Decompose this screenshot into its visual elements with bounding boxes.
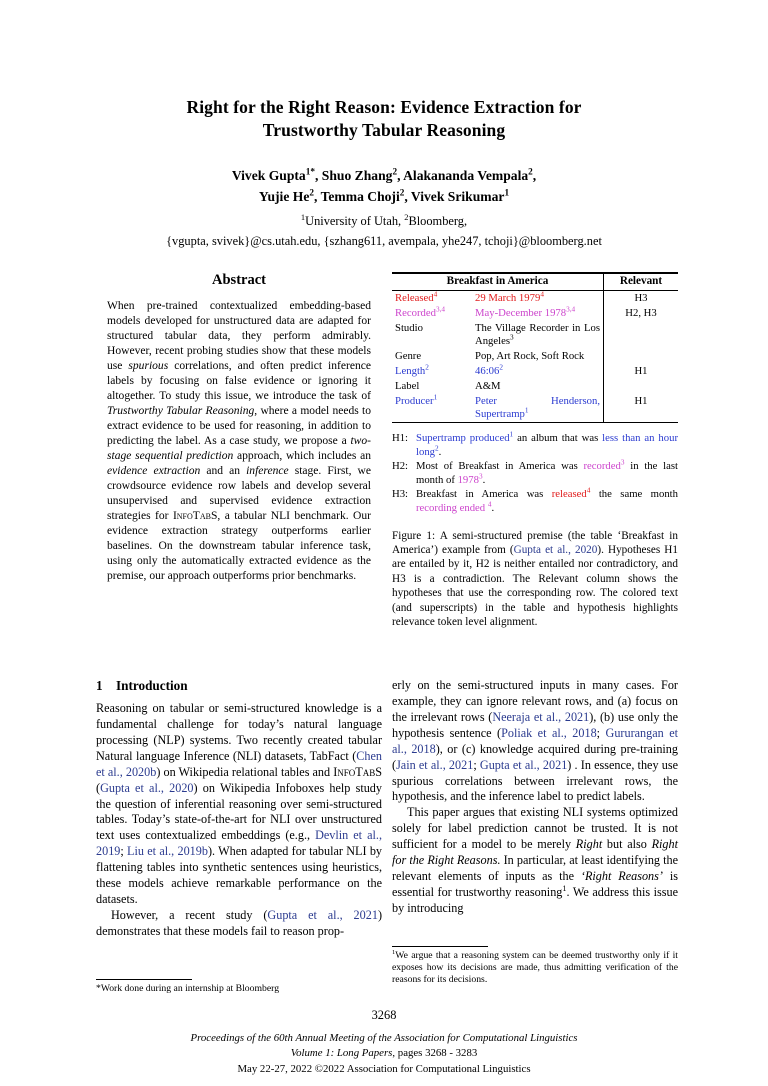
intro-p3-b: but also [602,837,652,852]
h1-seg-3: less than an hour long [416,432,678,458]
author-zhang-sup: 2 [392,166,398,176]
table-row [392,290,678,306]
hypothesis-h2 [392,460,678,487]
row-value-sup: 3,4 [566,305,576,314]
intro-p1-d: ) on Wikipedia Infoboxes help study the question of inferential reasoning over semi-structured tables. Today’s state-of-the-art for NLI over unstructured text uses contextualized embeddings (e.g., [96,780,382,843]
hypothesis-h3 [392,488,678,515]
intro-p3 [392,805,678,916]
author-line-2 [96,186,672,207]
author-gupta: Vivek Gupta [231,167,306,183]
title-block [96,96,672,251]
abstract-seg-1: When pre-trained contextualized embedding-based models developed for unstructured data are adapted for structured tabular data, they perform admirably. However, recent probing studies show that these models use [107,300,371,372]
intro-p1-e: ; [120,844,128,859]
premise-table [392,272,678,423]
footnote-left [96,979,382,995]
affiliation-sup-2: 2 [404,211,409,222]
intro-p2-left [96,908,382,940]
abstract-smallcaps-infotabs: InfoTabS [172,510,218,522]
author-emails: {vgupta, svivek}@cs.utah.edu, {szhang611, avempala, yhe247, tchoji}@bloomberg.net [166,234,602,249]
row-value-text: May-December 1978 [475,306,567,319]
affiliation-utah: University of Utah, [305,213,405,228]
row-value-text: Pop, Art Rock, Soft Rock [475,349,585,362]
caption-seg-1: Figure 1: A semi-structured premise (the table ‘Breakfast in America’) example from ( [392,529,678,556]
row-key-text: Recorded [395,306,436,319]
author-sep-5: , Vivek Srikumar [404,188,505,204]
row-value-sup: 1 [524,406,529,415]
hypothesis-h1 [392,432,678,459]
abstract-seg-4: approach, which includes an [233,450,371,462]
hypothesis-h2-text [416,460,678,487]
intro-p2-c: ), (b) use only the hypothesis sentence ( [392,709,678,740]
intro-italic-rfrr: Right for the Right Reasons. [392,837,678,868]
author-he: Yujie He [258,188,310,204]
abstract-italic-evidence: evidence extraction [107,465,201,477]
row-key-text: Released [395,291,434,304]
footnote-star [96,983,382,995]
h3-seg-1: Breakfast in America was [416,488,552,501]
figure-1 [392,272,678,630]
hypotheses-list [392,432,678,515]
row-value-studio [472,321,604,349]
row-value-label [472,379,604,394]
row-key-text: Length [395,364,426,377]
h1-seg-4: . [438,445,442,458]
intro-cite-liu: Liu et al., 2019b [127,844,208,859]
abstract-seg-2: correlations, and often predict inference labels by focusing on false evidence or ignoring it altogether. To study this issue, we introduce the task of [107,360,372,402]
row-value-text: 46:06 [475,364,500,377]
intro-cite-poliak: Poliak et al., 2018 [501,725,597,740]
row-key-sup: 3,4 [435,305,446,314]
proceedings-line-2 [0,1046,768,1061]
row-key-released [392,290,472,306]
author-sep-3: , [532,167,537,183]
row-key-text: Studio [395,321,423,334]
row-key-text: Label [395,379,420,392]
footnote-star-text: Work done during an internship at Bloomberg [100,983,280,994]
introduction-paragraph-1 [96,701,382,940]
footnote-one-text: We argue that a reasoning system can be deemed trustworthy only if it exposes how its decisions are made, thus admitting verification of the reasons for its decisions. [392,950,678,986]
intro-p1-f: ). When adapted for tabular NLI by flattening tables into synthetic sentences using heuristics, these models achieve remarkable performance on the datasets. [96,844,383,907]
intro-p2-f: ; [473,757,480,772]
row-key-text: Genre [395,349,422,362]
hypothesis-h3-label: H3: [392,488,409,501]
row-value-text: The Village Recorder in Los Angeles [475,321,600,347]
row-value-sup: 4 [540,290,544,299]
author-srikumar-sup: 1 [504,187,510,198]
row-value-genre [472,349,604,364]
introduction-section-left [96,678,382,940]
intro-cite-neeraja: Neeraja et al., 2021 [492,709,590,724]
row-value-producer [472,394,604,423]
row-relevant-studio [604,321,679,349]
intro-cite-gupta2020: Gupta et al., 2020 [100,780,194,795]
h2-seg-1: Most of Breakfast in America was [416,460,584,473]
proceedings-pages: , pages 3268 - 3283 [392,1047,478,1060]
table-row [392,379,678,394]
page-title [96,96,672,143]
author-sep-1: , Shuo Zhang [314,167,393,183]
intro-cite-devlin: Devlin et al., 2019 [96,828,382,859]
intro-p3-d: is essential for trustworthy reasoning [392,869,678,899]
section-heading-introduction [96,678,382,694]
intro-footnote-marker: 1 [562,883,567,893]
intro-cite-jain: Jain et al., 2021 [396,757,474,772]
abstract-seg-7: , a tabular NLI benchmark. Our evidence extraction strategy outperforms earlier baselines. On the downstream tabular inference task, using only the automatically extracted evidence as the premise, our approach outperforms prior benchmarks. [107,510,371,582]
h3-sup-5: 4 [487,500,492,509]
h2-sup-3: 3 [620,458,625,467]
row-key-length [392,364,472,379]
intro-p1-c: ( [96,780,101,795]
intro-cite-gupta2021: Gupta et al., 2021 [267,907,378,922]
section-title: Introduction [116,678,188,693]
abstract-seg-6: stage. First, we crowdsource evidence row labels and develop several unsupervised and supervised evidence extraction strategies for [107,465,371,522]
intro-italic-right: Right [575,837,603,852]
abstract-italic-spurious: spurious [128,360,169,372]
h2-seg-3: recorded [583,460,621,473]
footnote-right [392,946,678,987]
h2-seg-6: . [482,473,486,486]
row-relevant-recorded: H2, H3 [604,306,679,321]
row-key-sup: 4 [433,290,438,299]
hypothesis-h2-label: H2: [392,460,409,473]
author-choji-sup: 2 [399,187,405,198]
proceedings-line-1: Proceedings of the 60th Annual Meeting of the Association for Computational Linguistics [190,1032,578,1044]
introduction-section-right [392,678,678,917]
intro-cite-gururangan: Gururangan et al., 2018 [392,725,678,756]
row-value-text: 29 March 1979 [475,291,541,304]
h1-sup-1: 1 [509,430,514,439]
author-he-sup: 2 [309,187,315,198]
intro-p2-e: ), or (c) knowledge acquired during pre-training ( [392,741,678,772]
intro-p1-b: ) on Wikipedia relational tables and [156,764,334,779]
proceedings-line-3: May 22-27, 2022 ©2022 Association for Computational Linguistics [237,1062,531,1075]
row-key-studio [392,321,472,349]
title-line-2: Trustworthy Tabular Reasoning [262,120,506,141]
abstract-italic-inference: inference [246,465,289,477]
proceedings-volume: Volume 1: Long Papers [290,1047,393,1060]
row-key-sup: 2 [425,363,429,372]
row-value-text: Peter Henderson, Supertramp [475,394,600,421]
h1-sup-3: 2 [435,444,439,453]
table-row [392,364,678,379]
table-row [392,306,678,321]
footnote-star-marker: * [96,983,101,994]
abstract-body [96,299,382,584]
author-gupta-sup: 1* [305,166,315,176]
intro-italic-rightreasons: ‘Right Reasons’ [580,869,663,884]
h3-sup-3: 4 [586,486,591,495]
h2-sup-5: 3 [478,472,483,481]
h3-seg-6: . [491,501,495,514]
row-key-label [392,379,472,394]
intro-p3-a: This paper argues that existing NLI systems optimized solely for label prediction cannot be trusted. It is not sufficient for a model to be merely [392,805,678,852]
h3-seg-3: released [551,488,587,501]
row-value-recorded [472,306,604,321]
row-key-sup: 1 [433,393,438,402]
intro-p2-a: However, a recent study ( [111,907,268,922]
title-line-1: Right for the Right Reason: Evidence Extraction for [186,97,582,117]
author-sep-4: , Temma Choji [314,188,400,204]
row-relevant-genre [604,349,679,364]
row-relevant-label [604,379,679,394]
row-key-recorded [392,306,472,321]
author-line-1 [96,165,672,186]
row-relevant-released: H3 [604,290,679,306]
h1-seg-2: an album that was [513,432,603,445]
row-value-released [472,290,604,306]
intro-p2-cont-text: erly on the semi-structured inputs in many cases. For example, they can ignore relevant rows, and (a) focus on the irrelevant rows ( [392,678,678,724]
intro-p3-c: In particular, at least identifying the relevant elements of inputs as the [392,853,679,884]
page-number: 3268 [371,1008,397,1022]
footnote-rule-right [392,946,488,947]
affiliation-bloomberg: Bloomberg, [408,213,468,228]
table-row [392,394,678,423]
row-value-text: A&M [475,379,501,392]
author-vempala-sup: 2 [528,166,533,176]
row-relevant-producer: H1 [604,394,679,423]
intro-p2-b-visible: ) demonstrates that these models fail to reason prop- [96,907,382,938]
row-value-length [472,364,604,379]
intro-p2-g: ) . In essence, they use spurious correlations between irrelevant rows, the hypothesis, and the inference label to predict labels. [392,757,678,804]
affiliations [96,212,672,231]
hypothesis-h1-label: H1: [392,432,409,445]
abstract-italic-ttr: Trustworthy Tabular Reasoning [107,405,255,417]
intro-cite-gupta2021b: Gupta et al., 2021 [479,757,568,772]
table-bottom-rule-row [392,423,678,424]
intro-p1-a: Reasoning on tabular or semi-structured knowledge is a fundamental challenge for today’s natural language processing (NLP) systems. Two recently created tabular Natural language Inference (NLI) datasets, TabFact ( [96,701,382,763]
author-sep-2: , Alakananda Vempala [397,167,529,183]
h2-seg-4: in the last month of [416,460,678,486]
h1-seg-1: Supertramp produced [416,432,510,445]
table-row [392,349,678,364]
footnote-rule-left [96,979,192,980]
intro-p2-d: ; [596,725,606,740]
introduction-paragraph-2-continued [392,678,678,917]
table-relevant-header: Relevant [604,273,679,290]
proceedings-footer [0,1031,768,1077]
h2-seg-5: 1978 [457,473,479,486]
footnote-one-marker: 1 [392,948,396,956]
h3-seg-4: the same month [590,488,678,501]
table-row [392,321,678,349]
hypothesis-h1-text [416,432,678,459]
row-key-producer [392,394,472,423]
caption-citation: Gupta et al., 2020 [513,543,598,556]
footnote-one [392,950,678,987]
intro-p3-e: . We address this issue by introducing [392,884,678,915]
row-key-text: Producer [395,394,434,407]
intro-p2-cont [392,678,678,805]
figure-caption [392,529,678,630]
section-number: 1 [96,678,103,693]
abstract-italic-twostage: two-stage sequential prediction [107,435,371,462]
row-relevant-length: H1 [604,364,679,379]
intro-cite-chen: Chen et al., 2020b [96,748,382,779]
caption-seg-2: ). Hypotheses H1 are entailed by it, H2 is neither entailed nor contradictory, and H3 is a contradiction. The Relevant column shows the hypotheses that use the corresponding row. The colored text (and superscripts) in the table and hypothesis highlights relevance token level alignment. [392,543,678,629]
affiliation-sup-1: 1 [300,211,306,222]
row-value-sup: 3 [510,333,514,342]
table-bottom-rule [392,423,678,424]
abstract-seg-3: , where a model needs to extract evidence to be used for reasoning, in addition to predicting the label. As a case study, we propose a [107,405,371,447]
hypothesis-h3-text [416,488,678,515]
abstract-heading: Abstract [212,272,266,288]
author-list [96,165,672,251]
abstract-seg-5: and an [200,465,247,477]
h3-seg-5: recording ended [416,501,488,514]
row-key-genre [392,349,472,364]
intro-smallcaps-infotabs: InfoTabS [333,764,383,779]
row-value-sup: 2 [499,363,503,372]
intro-p1 [96,701,382,908]
table-title: Breakfast in America [392,273,604,290]
table-header-row [392,273,678,290]
abstract-section [96,272,382,584]
